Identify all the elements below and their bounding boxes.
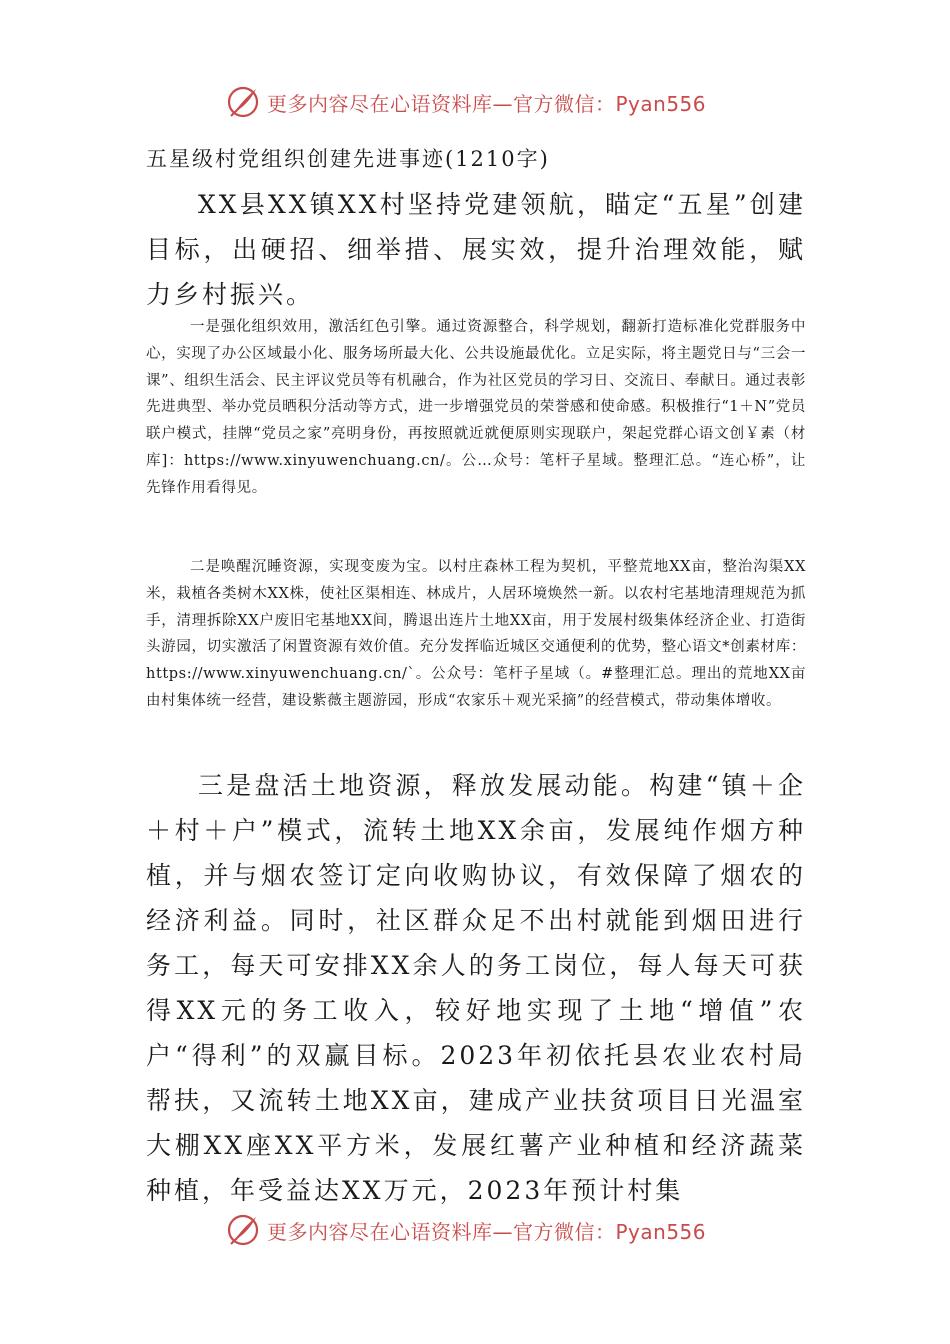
paragraph-three: 三是盘活土地资源，释放发展动能。构建“镇＋企＋村＋户”模式，流转土地XX余亩，发展纯作烟方种植，并与烟农签订定向收购协议，有效保障了烟农的经济利益。同时，社区群众足不出村就能到烟田进行务工，每天可安排XX余人的务工岗位，每人每天可获得XX元的务工收入，较好地实现了土地“增值”农户“得利”的双赢目标。2023年初依托县农业农村局帮扶，又流转土地XX亩，建成产业扶贫项目日光温室大棚XX座XX平方米，发展红薯产业种植和经济蔬菜种植，年受益达XX万元，2023年预计村集 — [146, 771, 806, 1205]
feather-pen-logo-icon — [225, 1212, 261, 1248]
feather-pen-logo-icon — [225, 84, 261, 120]
paragraph-one: 一是强化组织效用，激活红色引擎。通过资源整合，科学规划，翻新打造标准化党群服务中心，实现了办公区域最小化、服务场所最大化、公共设施最优化。立足实际，将主题党日与“三会一课”、组织生活会、民主评议党员等有机融合，作为社区党员的学习日、交流日、奉献日。通过表彰先进典型、举办党员晒积分活动等方式，进一步增强党员的荣誉感和使命感。积极推行“1＋N”党员联户模式，挂牌“党员之家”亮明身份，再按照就近就便原则实现联户，架起党群心语文创￥素（材库]：https://www.xinyuwenchuang.cn/。公…众号：笔杆子星域。整理汇总。“连心桥”，让先锋作用看得见。 — [146, 319, 806, 496]
intro-paragraph: XX县XX镇XX村坚持党建领航，瞄定“五星”创建目标，出硬招、细举措、展实效，提升治理效能，赋力乡村振兴。 — [146, 190, 806, 309]
document-title: 五星级村党组织创建先进事迹(1210字) — [146, 147, 550, 171]
paragraph-two: 二是唤醒沉睡资源，实现变废为宝。以村庄森林工程为契机，平整荒地XX亩，整治沟渠XX米，栽植各类树木XX株，使社区渠相连、林成片，人居环境焕然一新。以农村宅基地清理规范为抓手，清理拆除XX户废旧宅基地XX间，腾退出连片土地XX亩，用于发展村级集体经济企业、打造街头游园，切实激活了闲置资源有效价值。充分发挥临近城区交通便利的优势，整心语文*创素材库：https://www.xinyuwenchuang.cn/`。公众号：笔杆子星域（。#整理汇总。理出的荒地XX亩由村集体统一经营，建设紫薇主题游园，形成“农家乐＋观光采摘”的经营模式，带动集体增收。 — [146, 559, 806, 709]
banner-text: 更多内容尽在心语资料库—官方微信：Pyan556 — [267, 91, 707, 116]
header-banner — [225, 82, 745, 122]
footer-banner — [225, 1210, 745, 1250]
banner-text: 更多内容尽在心语资料库—官方微信：Pyan556 — [267, 1219, 707, 1244]
